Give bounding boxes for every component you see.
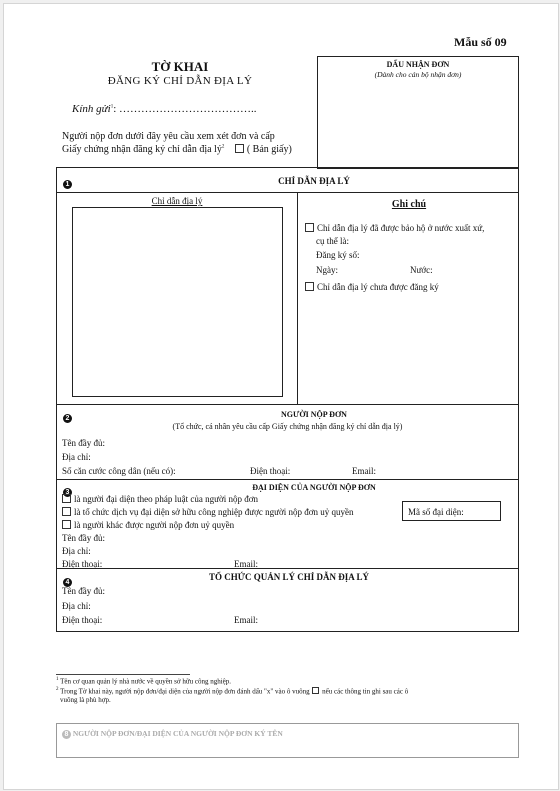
section-2-number: 2 — [63, 407, 72, 425]
section-4-title: TỔ CHỨC QUẢN LÝ CHỈ DẪN ĐỊA LÝ — [209, 572, 369, 582]
rep-email-label: Email: — [234, 559, 258, 569]
legal-rep-option[interactable] — [62, 494, 258, 504]
protected-option-label: Chỉ dẫn địa lý đã được bảo hộ ở nước xuất xứ, — [317, 223, 485, 233]
legal-rep-label: là người đại diện theo pháp luật của người nộp đơn — [74, 494, 258, 504]
applicant-phone-label: Điện thoại: — [250, 466, 291, 476]
form-page — [3, 3, 559, 790]
divider — [56, 192, 519, 193]
signature-number: 8 — [62, 730, 71, 739]
section-1-number: 1 — [63, 173, 72, 191]
gi-manager-phone-label: Điện thoại: — [62, 615, 103, 625]
stamp-note: (Dành cho cán bộ nhận đơn) — [374, 70, 462, 79]
recipient-dots: : ……………………………….. — [113, 103, 257, 115]
form-title: TỜ KHAI — [151, 59, 209, 74]
country-label: Nước: — [410, 265, 433, 275]
recipient-footnote-mark: 1 — [110, 104, 114, 110]
intro-footnote-mark: 2 — [221, 144, 225, 150]
stamp-box — [317, 56, 519, 169]
applicant-id-label: Số căn cước công dân (nếu có): — [62, 466, 176, 476]
applicant-name-label: Tên đầy đủ: — [62, 438, 105, 448]
registration-number-label: Đăng ký số: — [316, 250, 360, 260]
intro-line-2 — [62, 144, 292, 155]
signature-text: NGƯỜI NỘP ĐƠN/ĐẠI DIỆN CỦA NGƯỜI NỘP ĐƠN KÝ TÊN — [72, 729, 283, 738]
applicant-email-label: Email: — [352, 466, 376, 476]
signature-box[interactable] — [56, 723, 519, 758]
footnote-1: $^1$ Tên cơ quan quản lý nhà nước về quyền sở hữu công nghiệp. — [56, 677, 232, 686]
ip-agent-checkbox[interactable] — [62, 507, 71, 516]
divider — [56, 404, 519, 405]
unregistered-option[interactable] — [305, 282, 439, 292]
gi-manager-email-label: Email: — [234, 615, 258, 625]
other-rep-checkbox[interactable] — [62, 520, 71, 529]
protected-option[interactable] — [305, 223, 484, 233]
footnote-2: $^2$ Trong Tờ khai này, người nộp đơn/đại diện của người nộp đơn đánh dấu "x" vào ô vuông nếu các thông tin ghi sau các ô — [56, 687, 409, 696]
recipient-line — [72, 103, 257, 115]
gi-label: Chỉ dẫn địa lý — [151, 196, 203, 206]
stamp-title: DẤU NHẬN ĐƠN — [386, 60, 450, 69]
divider — [297, 192, 298, 404]
section-3-title: ĐẠI DIỆN CỦA NGƯỜI NỘP ĐƠN — [252, 483, 376, 492]
intro-text: Giấy chứng nhận đăng ký chỉ dẫn địa lý — [62, 144, 222, 155]
date-label: Ngày: — [316, 265, 338, 275]
protected-option-detail: cụ thể là: — [316, 236, 349, 246]
unregistered-checkbox[interactable] — [305, 282, 314, 291]
rep-name-label: Tên đầy đủ: — [62, 533, 105, 543]
section-1-title: CHỈ DẪN ĐỊA LÝ — [278, 176, 350, 186]
intro-line-1: Người nộp đơn dưới đây yêu cầu xem xét đơn và cấp — [62, 131, 275, 142]
notes-title: Ghi chú — [391, 199, 427, 210]
form-subtitle: ĐĂNG KÝ CHỈ DẪN ĐỊA LÝ — [107, 75, 253, 87]
unregistered-option-label: Chỉ dẫn địa lý chưa được đăng ký — [317, 282, 439, 292]
gi-manager-name-label: Tên đầy đủ: — [62, 586, 105, 596]
footnote-2-continued: vuông là phù hợp. — [60, 696, 111, 704]
paper-option-label: ( Bản giấy) — [246, 144, 292, 155]
signature-label — [62, 729, 283, 739]
legal-rep-checkbox[interactable] — [62, 494, 71, 503]
ip-agent-option[interactable] — [62, 507, 354, 517]
protected-checkbox[interactable] — [305, 223, 314, 232]
other-rep-option[interactable] — [62, 520, 234, 530]
rep-code-box[interactable] — [402, 501, 501, 521]
form-code: Mẫu số 09 — [454, 35, 507, 49]
divider — [56, 479, 519, 480]
footnote-checkbox-icon — [312, 687, 319, 694]
gi-image-box[interactable] — [72, 207, 283, 397]
divider — [56, 568, 519, 569]
applicant-address-label: Địa chỉ: — [62, 452, 91, 462]
gi-manager-address-label: Địa chỉ: — [62, 601, 91, 611]
other-rep-label: là người khác được người nộp đơn uỷ quyền — [74, 520, 235, 530]
section-2-subtitle: (Tổ chức, cá nhân yêu cầu cấp Giấy chứng nhận đăng ký chỉ dẫn địa lý) — [172, 422, 403, 431]
ip-agent-label: là tổ chức dịch vụ đại diện sở hữu công nghiệp được người nộp đơn uỷ quyền — [74, 507, 354, 517]
rep-code-label: Mã số đại diện: — [408, 507, 464, 517]
rep-phone-label: Điện thoại: — [62, 559, 103, 569]
paper-checkbox[interactable] — [235, 144, 244, 153]
footnote-separator — [56, 674, 190, 675]
section-4-number: 4 — [63, 571, 72, 589]
paper-option[interactable] — [235, 144, 292, 155]
section-2-title: NGƯỜI NỘP ĐƠN — [281, 410, 347, 419]
section-3-number: 3 — [63, 481, 72, 499]
recipient-label: Kính gửi — [72, 103, 111, 115]
rep-address-label: Địa chỉ: — [62, 546, 91, 556]
